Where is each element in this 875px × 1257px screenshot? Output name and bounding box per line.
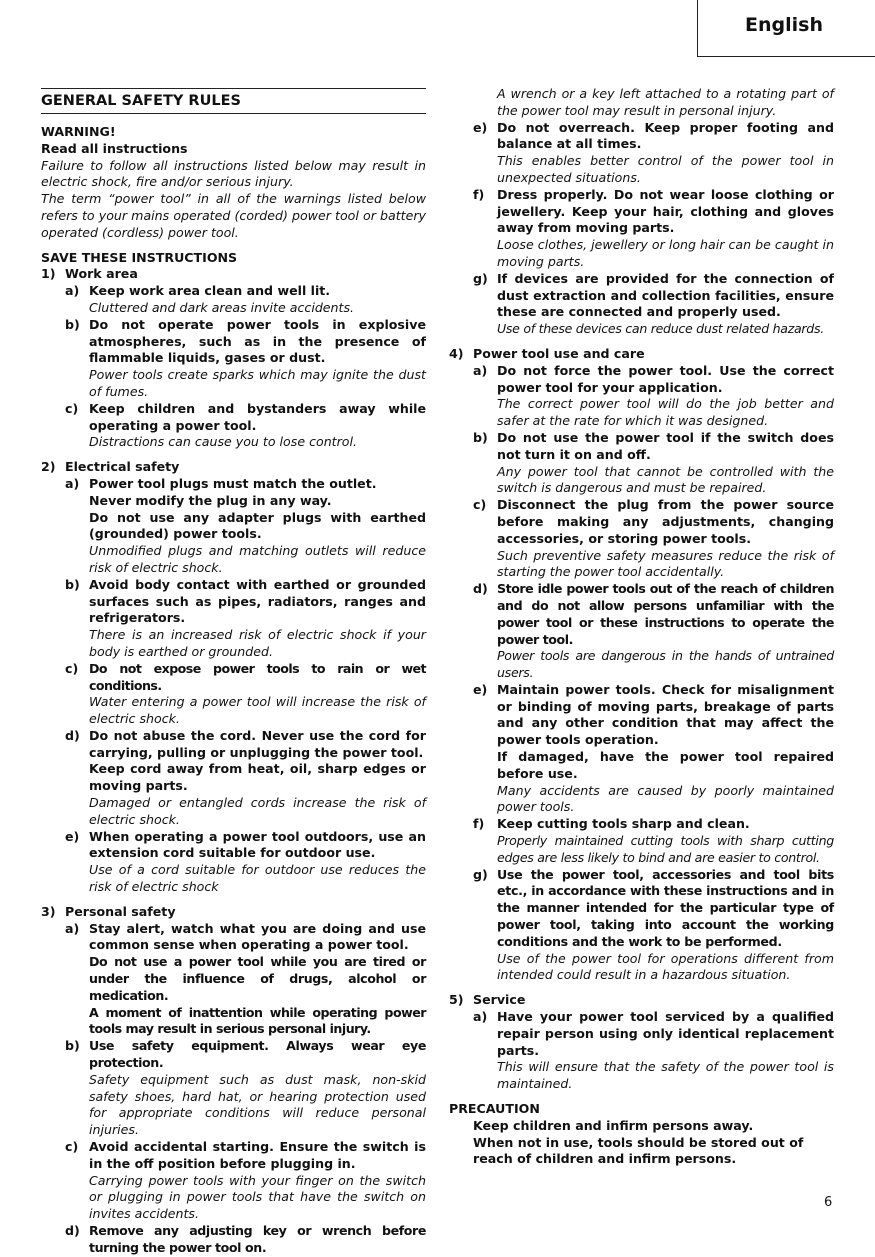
save-instructions: SAVE THESE INSTRUCTIONS bbox=[41, 249, 238, 265]
list-item: a) Power tool plugs must match the outlet. Never modify the plug in any way. Do not use any adapter plugs with earthed (grounded) power tools. Unmodified plugs and matching outlets will reduce risk of electric shock. bbox=[65, 475, 426, 575]
list-item: a) Stay alert, watch what you are doing and use common sense when operating a power tool. Do not use a power tool while you are tired or under the influence of drugs, alcohol or medication. A moment of inattention while operating power tools may result in serious personal injury. bbox=[65, 920, 426, 1037]
section-heading: 2) Electrical safety bbox=[41, 459, 180, 475]
precaution-line: Keep children and infirm persons away. bbox=[473, 1117, 754, 1133]
list-item: c) Avoid accidental starting. Ensure the switch is in the off position before plugging in. Carrying power tools with your finger on the switch or plugging in power tools that have the switch on invites accidents. bbox=[65, 1139, 426, 1222]
list-item: f) Keep cutting tools sharp and clean. Properly maintained cutting tools with sharp cutting edges are less likely to bind and are easier to control. bbox=[473, 816, 834, 865]
list-item: d) Do not abuse the cord. Never use the cord for carrying, pulling or unplugging the power tool. Keep cord away from heat, oil, sharp edges or moving parts. Damaged or entangled cords increase the risk of electric shock. bbox=[65, 727, 426, 827]
list-item: c) Do not expose power tools to rain or wet conditions. Water entering a power tool will increase the risk of electric shock. bbox=[65, 660, 426, 727]
list-item: c) Disconnect the plug from the power source before making any adjustments, changing accessories, or storing power tools. Such preventive safety measures reduce the risk of starting the power tool accidentally. bbox=[473, 497, 834, 580]
precaution-heading: PRECAUTION bbox=[449, 1101, 540, 1117]
section-heading: 5) Service bbox=[449, 992, 526, 1008]
warning-subheading: Read all instructions bbox=[41, 140, 188, 156]
list-item-continued: A wrench or a key left attached to a rotating part of the power tool may result in personal injury. bbox=[497, 86, 834, 118]
list-item: d) Store idle power tools out of the reach of children and do not allow persons unfamiliar with the power tool or these instructions to operate the power tool. Power tools are dangerous in the hands of untrained users. bbox=[473, 581, 834, 681]
list-item: g) If devices are provided for the connection of dust extraction and collection facilities, ensure these are connected and properly used. Use of these devices can reduce dust related hazards. bbox=[473, 270, 834, 337]
list-item: e) When operating a power tool outdoors, use an extension cord suitable for outdoor use. Use of a cord suitable for outdoor use reduces the risk of electric shock bbox=[65, 828, 426, 895]
list-item: g) Use the power tool, accessories and tool bits etc., in accordance with these instructions and in the manner intended for the particular type of power tool, taking into account the working conditions and the work to be performed. Use of the power tool for operations different from intended could result in a hazardous situation. bbox=[473, 866, 834, 983]
page-title: GENERAL SAFETY RULES bbox=[41, 88, 426, 114]
list-item: b) Do not use the power tool if the switch does not turn it on and off. Any power tool that cannot be controlled with the switch is dangerous and must be repaired. bbox=[473, 429, 834, 496]
list-item: b) Avoid body contact with earthed or grounded surfaces such as pipes, radiators, ranges and refrigerators. There is an increased risk of electric shock if your body is earthed or grounded. bbox=[65, 576, 426, 659]
list-item: a) Have your power tool serviced by a qualified repair person using only identical replacement parts. This will ensure that the safety of the power tool is maintained. bbox=[473, 1009, 834, 1092]
language-label: English bbox=[745, 14, 823, 36]
list-item: a) Do not force the power tool. Use the correct power tool for your application. The correct power tool will do the job better and safer at the rate for which it was designed. bbox=[473, 362, 834, 429]
page-number: 6 bbox=[824, 1195, 833, 1210]
right-column bbox=[449, 86, 834, 1168]
section-heading: 3) Personal safety bbox=[41, 903, 176, 919]
warning-text: Failure to follow all instructions listed below may result in electric shock, fire and/or serious injury. bbox=[41, 157, 426, 190]
warning-heading: WARNING! bbox=[41, 124, 116, 139]
list-item: e) Maintain power tools. Check for misalignment or binding of moving parts, breakage of parts and any other condition that may affect the power tools operation. If damaged, have the power tool repaired before use. Many accidents are caused by poorly maintained power tools. bbox=[473, 681, 834, 815]
precaution-line: When not in use, tools should be stored out of reach of children and infirm persons. bbox=[473, 1134, 804, 1167]
list-item: a) Keep work area clean and well lit. Cluttered and dark areas invite accidents. bbox=[65, 283, 355, 315]
list-item: b) Do not operate power tools in explosive atmospheres, such as in the presence of flammable liquids, gases or dust. Power tools create sparks which may ignite the dust of fumes. bbox=[65, 316, 426, 399]
list-item: c) Keep children and bystanders away while operating a power tool. Distractions can cause you to lose control. bbox=[65, 400, 426, 450]
list-item: d) Remove any adjusting key or wrench before turning the power tool on. bbox=[65, 1223, 426, 1255]
left-column bbox=[41, 88, 426, 1257]
list-item: b) Use safety equipment. Always wear eye protection. Safety equipment such as dust mask, non-skid safety shoes, hard hat, or hearing protection used for appropriate conditions will reduce personal injuries. bbox=[65, 1038, 426, 1138]
language-tab bbox=[697, 0, 875, 57]
warning-text: The term “power tool” in all of the warnings listed below refers to your mains operated (corded) power tool or battery operated (cordless) power tool. bbox=[41, 191, 426, 240]
section-heading: 1) Work area bbox=[41, 266, 138, 282]
list-item: f) Dress properly. Do not wear loose clothing or jewellery. Keep your hair, clothing and gloves away from moving parts. Loose clothes, jewellery or long hair can be caught in moving parts. bbox=[473, 186, 834, 269]
section-heading: 4) Power tool use and care bbox=[449, 345, 645, 361]
list-item: e) Do not overreach. Keep proper footing and balance at all times. This enables better control of the power tool in unexpected situations. bbox=[473, 119, 834, 185]
